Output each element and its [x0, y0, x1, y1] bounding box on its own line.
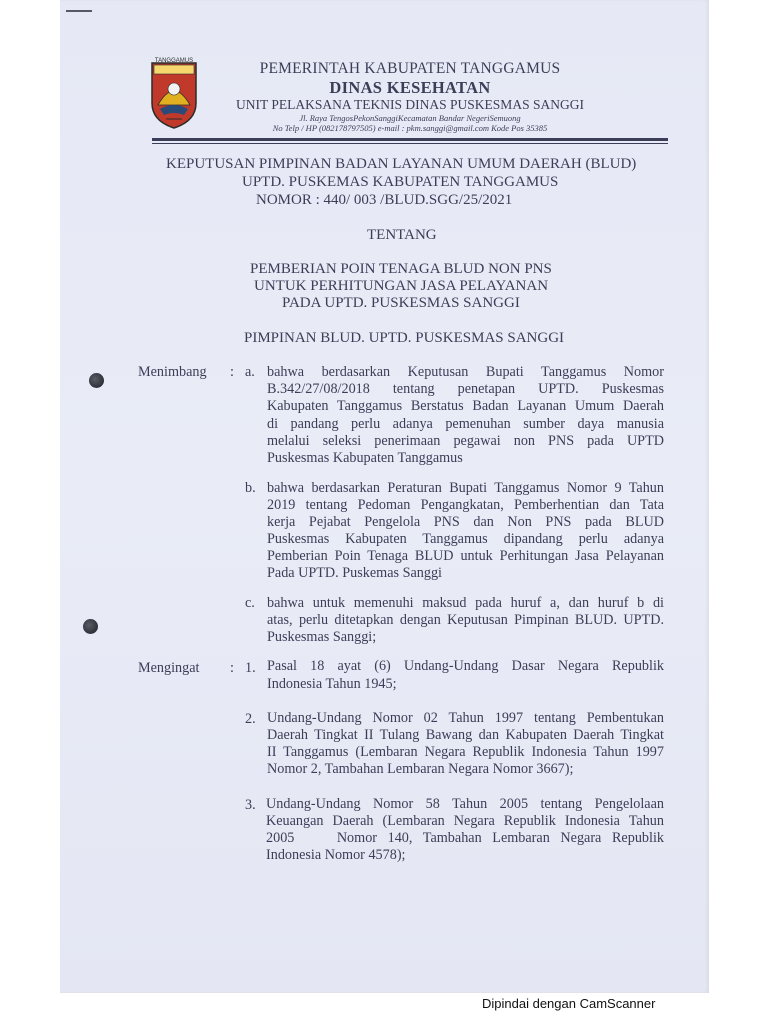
decree-subject-line2: UNTUK PERHITUNGAN JASA PELAYANAN	[254, 278, 549, 294]
regency-emblem-icon	[150, 57, 198, 129]
mengingat-marker-2: 2.	[245, 711, 256, 727]
menimbang-a-line: Puskesmas Kabupaten Tanggamus	[267, 450, 463, 466]
punch-hole-top	[89, 373, 104, 388]
menimbang-c-line: atas, perlu ditetapkan dengan Keputusan Pimpinan BLUD. UPTD.	[267, 612, 664, 628]
menimbang-b-line: Puskesmas Kabupaten Tanggamus dipandang perlu adanya	[267, 531, 664, 547]
mengingat-3-line: Undang-Undang Nomor 58 Tahun 2005 tentang Pengelolaan	[266, 796, 664, 812]
emblem-label: TANGGAMUS	[154, 58, 194, 64]
decree-about: TENTANG	[367, 227, 437, 243]
menimbang-colon: :	[230, 364, 234, 380]
letterhead-rule-thin	[152, 143, 668, 144]
mengingat-2-line: Undang-Undang Nomor 02 Tahun 1997 tentang Pembentukan	[267, 710, 664, 726]
mengingat-marker-1: 1.	[245, 660, 256, 676]
menimbang-marker-b: b.	[245, 480, 256, 496]
letterhead-address: Jl. Raya TengosPekonSanggiKecamatan Bandar NegeriSemuong	[299, 113, 521, 123]
mengingat-colon: :	[230, 660, 234, 676]
menimbang-b-line: Pada UPTD. Puskemas Sanggi	[267, 565, 442, 581]
decree-subject-line1: PEMBERIAN POIN TENAGA BLUD NON PNS	[250, 261, 552, 277]
scan-mark	[66, 10, 92, 12]
menimbang-label: Menimbang	[138, 364, 207, 380]
scanner-watermark: Dipindai dengan CamScanner	[482, 996, 656, 1011]
decree-issuer: PIMPINAN BLUD. UPTD. PUSKESMAS SANGGI	[244, 330, 565, 346]
decree-subject-line3: PADA UPTD. PUSKESMAS SANGGI	[282, 295, 520, 311]
menimbang-a-line: bahwa berdasarkan Keputusan Bupati Tanggamus Nomor	[267, 364, 664, 380]
menimbang-b-line: kerja Pejabat Pengelola PNS dan Non PNS pada BLUD	[267, 514, 664, 530]
letterhead-department: DINAS KESEHATAN	[329, 78, 491, 97]
mengingat-2-line: Daerah Tingkat II Tulang Bawang dan Kabupaten Daerah Tingkat	[267, 727, 664, 743]
menimbang-c-line: bahwa untuk memenuhi maksud pada huruf a, dan huruf b di	[267, 595, 664, 611]
menimbang-a-line: Kabupaten Tanggamus Berstatus Badan Layanan Umum Daerah	[267, 398, 664, 414]
punch-hole-bottom	[83, 619, 98, 634]
menimbang-a-line: B.342/27/08/2018 tentang penetapan UPTD. Puskesmas	[267, 381, 664, 397]
letterhead-rule-thick	[152, 138, 668, 141]
decree-title-line1: KEPUTUSAN PIMPINAN BADAN LAYANAN UMUM DAERAH (BLUD)	[166, 156, 637, 172]
menimbang-marker-a: a.	[245, 364, 255, 380]
menimbang-a-line: di pandang perlu adanya pemenuhan sumber daya manusia	[267, 416, 664, 432]
menimbang-a-line: melalui seleksi penerimaan pegawai non PNS pada UPTD	[267, 433, 664, 449]
menimbang-b-line: 2019 tentang Pedoman Pengangkatan, Pemberhentian dan Tata	[267, 497, 664, 513]
mengingat-3-line: Indonesia Nomor 4578);	[266, 847, 406, 863]
decree-title-line2: UPTD. PUSKEMAS KABUPATEN TANGGAMUS	[242, 174, 559, 190]
menimbang-marker-c: c.	[245, 595, 255, 611]
mengingat-1-line: Pasal 18 ayat (6) Undang-Undang Dasar Negara Republik	[267, 658, 664, 674]
mengingat-1-line: Indonesia Tahun 1945;	[267, 676, 397, 692]
menimbang-c-line: Puskesmas Sanggi;	[267, 629, 377, 645]
mengingat-2-line: II Tanggamus (Lembaran Negara Republik Indonesia Tahun 1997	[267, 744, 664, 760]
letterhead-government: PEMERINTAH KABUPATEN TANGGAMUS	[259, 60, 561, 77]
mengingat-3-line: Keuangan Daerah (Lembaran Negara Republik Indonesia Tahun	[266, 813, 664, 829]
letterhead-unit: UNIT PELAKSANA TEKNIS DINAS PUSKESMAS SANGGI	[236, 97, 584, 112]
mengingat-label: Mengingat	[138, 660, 200, 676]
decree-number: NOMOR : 440/ 003 /BLUD.SGG/25/2021	[256, 192, 513, 208]
menimbang-b-line: Pemberian Poin Tenaga BLUD untuk Perhitungan Jasa Pelayanan	[267, 548, 664, 564]
mengingat-3-line: 2005 Nomor 140, Tambahan Lembaran Negara Republik	[266, 830, 664, 846]
mengingat-2-line: Nomor 2, Tambahan Lembaran Negara Nomor 3667);	[267, 761, 574, 777]
menimbang-b-line: bahwa berdasarkan Peraturan Bupati Tanggamus Nomor 9 Tahun	[267, 480, 664, 496]
letterhead-contact: No Telp / HP (082178797505) e-mail : pkm.sanggi@gmail.com Kode Pos 35385	[272, 123, 548, 133]
mengingat-marker-3: 3.	[245, 797, 256, 813]
